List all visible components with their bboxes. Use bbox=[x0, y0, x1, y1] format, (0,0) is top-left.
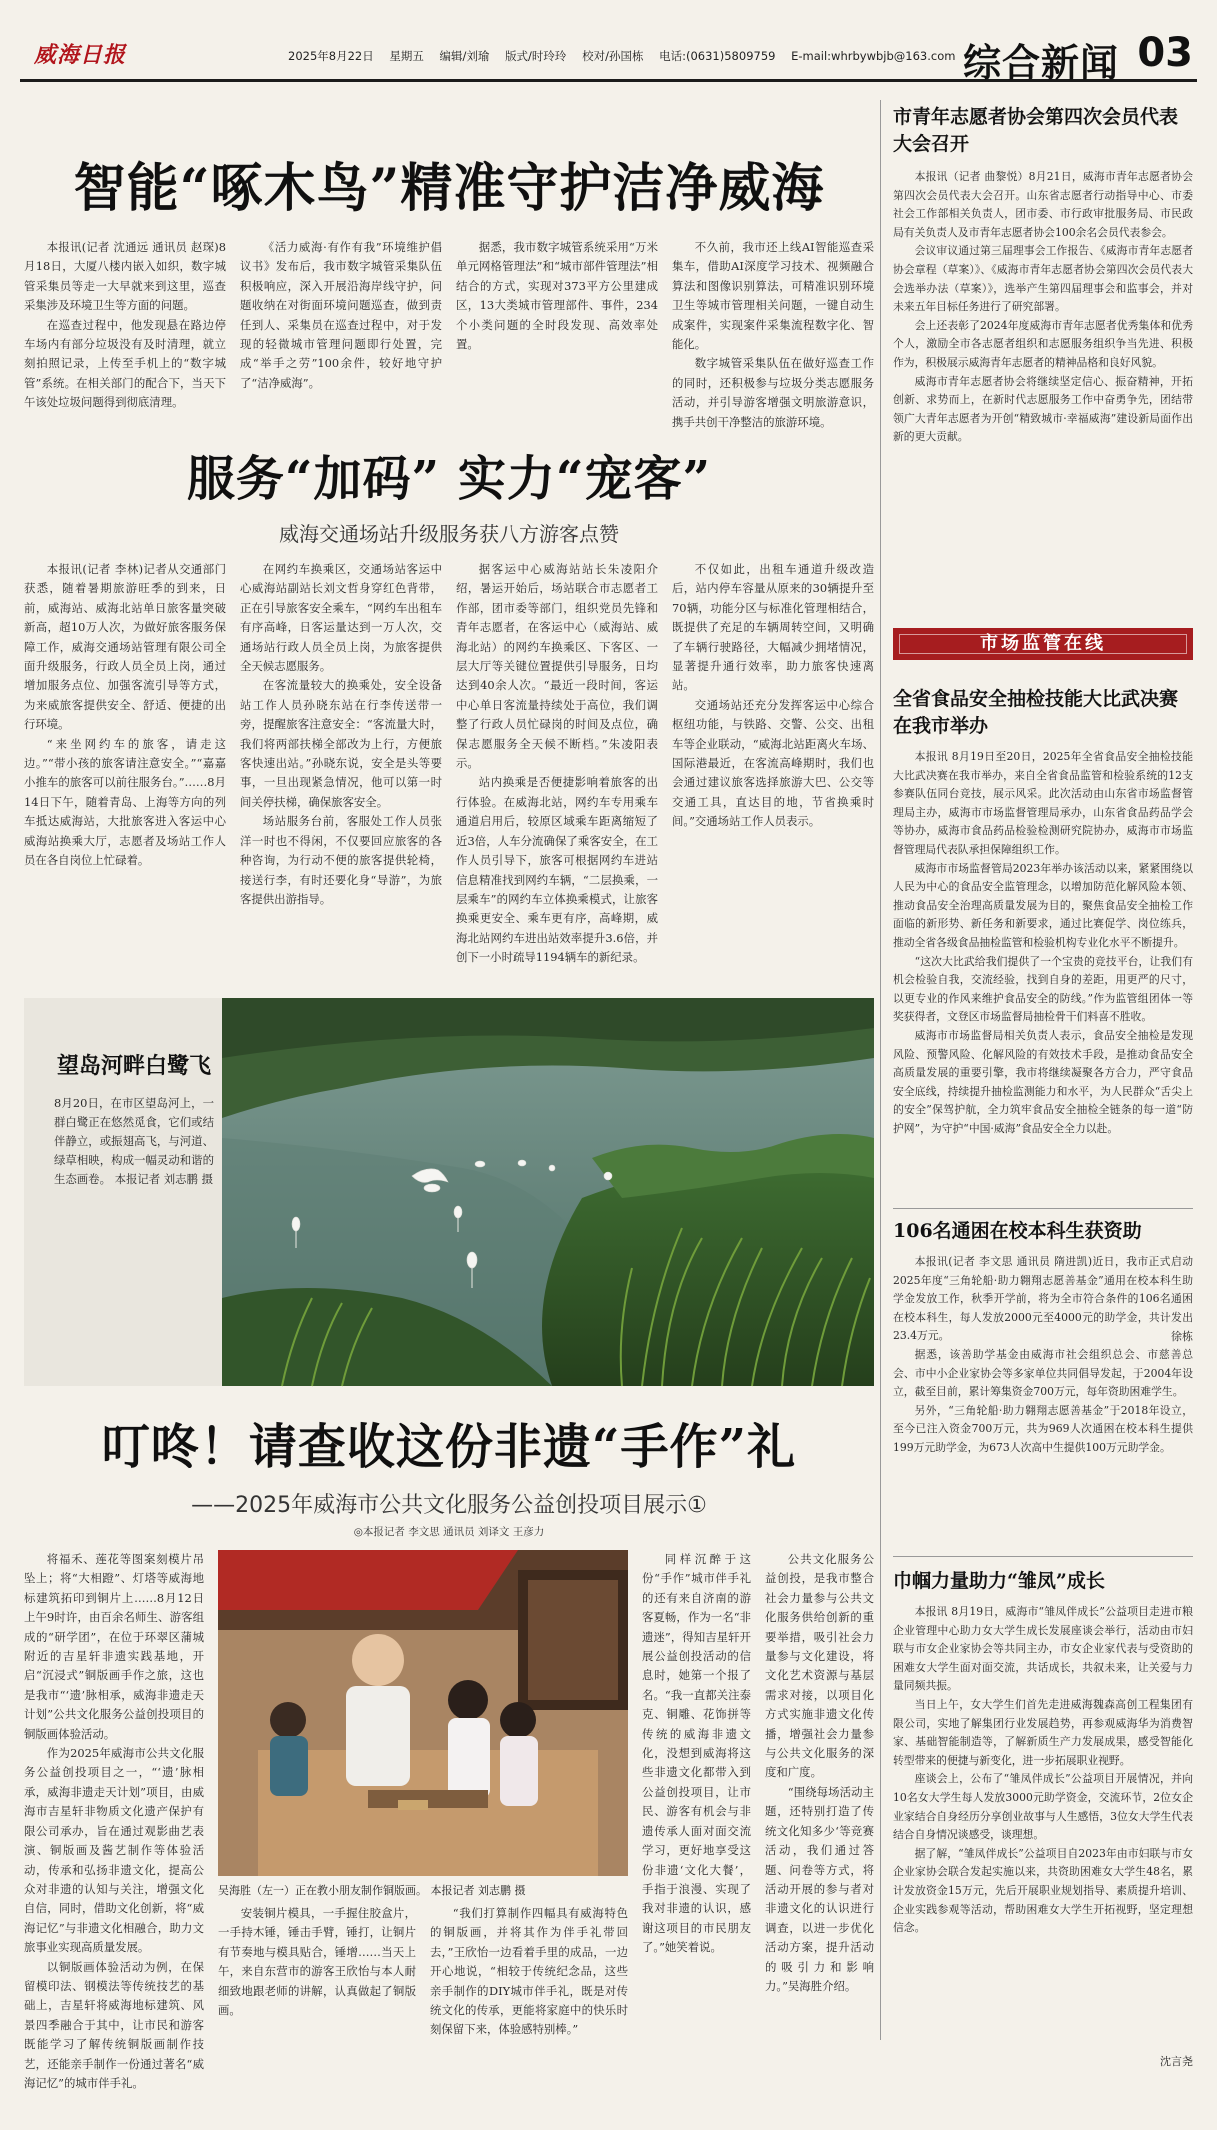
section-name: 综合新闻 bbox=[962, 41, 1119, 85]
paragraph: 本报讯 8月19日，威海市“雏凤伴成长”公益项目走进市粮企业管理中心助力女大学生成长发展座谈会举行，活动由市妇联与市女企业家协会等共同主办，市女企业家代表与受资助的困难女大学生面对面交流，共话成长，共叙未来，让关爱与力量同频共振。 bbox=[893, 1605, 1193, 1693]
paragraph: 将福禾、莲花等图案刻模片吊坠上；将“大相蹬”、灯塔等威海地标建筑拓印到铜片上……8月12日上午9时许，由百余名师生、游客组成的“研学团”，在位于环翠区蒲城附近的吉星轩非遗实践基地，开启“沉浸式”铜版画手作之旅，这也是我市“‘遗’脉相承，威海非遗走天计划”公共文化服务公益创投项目的铜版画体验活动。 bbox=[24, 1552, 204, 1741]
market-supervision-banner: 市场监管在线 bbox=[893, 628, 1193, 660]
paragraph: “围绕每场活动主题，还特别打造了传统文化知多少‘等竞赛活动，我们通过答题、问卷等方式，将活动开展的参与者对非遗文化的认识进行调查，以进一步优化活动方案，提升活动的吸引力和影响力。”吴海胜介绍。 bbox=[765, 1784, 874, 1993]
paragraph: 据悉，该善助学基金由威海市社会组织总会、市慈善总会、市中小企业家协会等多家单位共同倡导发起，于2004年设立，截至目前，累计筹集资金700万元，每年资助困难学生。 bbox=[893, 1347, 1193, 1399]
article3-photo-column bbox=[218, 1550, 628, 2130]
email: E-mail:whrbywbjb@163.com bbox=[791, 49, 956, 63]
r2-title: 全省食品安全抽检技能大比武决赛在我市举办 bbox=[893, 688, 1179, 737]
newspaper-logo: 威海日报 bbox=[34, 42, 127, 68]
r3-body bbox=[893, 1253, 1193, 1563]
r4-author: 沈言尧 bbox=[1160, 2055, 1193, 2068]
photo1-caption bbox=[54, 1094, 214, 1189]
article3-photo-text bbox=[218, 1904, 628, 2130]
r2-author: 徐栋 bbox=[1171, 1330, 1193, 1343]
paragraph: 据了解，“雏凤伴成长”公益项目自2023年由市妇联与市女企业家协会联合发起实施以来，共资助困难女大学生48名，累计发放资金15万元，先后开展职业规划指导、素质提升培训、企业实践参观等活动，帮助困难女大学生开拓视野，坚定理想信念。 bbox=[893, 1846, 1193, 1935]
paragraph: 在网约车换乘区，交通场站客运中心威海站副站长刘文哲身穿红色背带，正在引导旅客安全乘车，“网约车出租车有序高峰，日客运量达到一万人次，交通场站行政人员全员上岗，为旅客提供全天候志愿服务。 bbox=[240, 562, 442, 674]
paragraph: 安装铜片模具，一手握住胶盒片，一手持木锤，锤击手臂，锤打，让铜片有节奏地与模具贴合，锤增……当天上午，来自东营市的游客王欣怡与本人耐细致地跟老师的讲解，认真做起了铜版画。 bbox=[218, 1906, 416, 2018]
egret-river-photo bbox=[222, 998, 874, 1386]
photo1-title: 望岛河畔白鹭飞 bbox=[56, 1053, 211, 1079]
article1-col bbox=[456, 238, 658, 432]
paragraph: 数字城管采集队伍在做好巡查工作的同时，还积极参与垃圾分类志愿服务活动，并引导游客增强文明旅游意识，携手共创干净整洁的旅游环境。 bbox=[672, 356, 874, 429]
paragraph: 不仅如此，出租车通道升级改造后，站内停车容量从原来的30辆提升至70辆，功能分区与标准化管理相结合，既提供了充足的车辆周转空间，又明确了车辆行驶路径，大幅减少拥堵情况，显著提升通行效率，助力旅客快速离站。 bbox=[672, 562, 874, 693]
proofreader: 校对/孙国栋 bbox=[582, 49, 644, 63]
paragraph: 本报讯(记者 李文思 通讯员 隋进凯)近日，我市正式启动2025年度“三角轮船·助力翱翔志愿善基金”通用在校本科生助学金发放工作，秋季开学前，将为全市符合条件的106名通困在校本科生，每人发放2000元至4000元的助学金，共计发出23.4万元。 bbox=[893, 1255, 1193, 1343]
paragraph: 威海市青年志愿者协会将继续坚定信心、振奋精神，开拓创新、求势而上，在新时代志愿服务工作中奋勇争先，团结带领广大青年志愿者为开创“精致城市·幸福威海”建设新局面作出新的更大贡献。 bbox=[893, 374, 1193, 444]
r4-title: 巾帼力量助力“雏凤”成长 bbox=[893, 1570, 1105, 1592]
paragraph: 本报讯(记者 李林)记者从交通部门获悉，随着暑期旅游旺季的到来，日前，威海站、威海北站单日旅客量突破新高，超10万人次，为做好旅客服务保障工作，威海交通场站管理有限公司全面升级服务，行政人员全员上岗，通过增加服务点位、加强客流引导等方式，为来威旅客提供安全、舒适、便捷的出行环境。 bbox=[24, 562, 226, 732]
issue-date: 2025年8月22日 bbox=[288, 49, 374, 63]
layout-editor: 版式/时玲玲 bbox=[505, 49, 567, 63]
paragraph: “我们打算制作四幅具有威海特色的铜版画，并将其作为伴手礼带回去，”王欣怡一边看着手里的成品，一边开心地说，“相较于传统纪念品，这些亲手制作的DIY城市伴手礼，既是对传统文化的传承，更能将家庭中的快乐时刻保留下来，体验感特别棒。” bbox=[430, 1906, 628, 2037]
article3-photo-caption: 吴海胜（左一）正在教小朋友制作铜版画。 本报记者 刘志鹏 摄 bbox=[218, 1884, 526, 1897]
article3-title: 叮咚！请查收这份非遗“手作”礼 bbox=[101, 1419, 797, 1475]
photo1-caption-block bbox=[54, 1050, 214, 1189]
phone: 电话:(0631)5809759 bbox=[659, 49, 776, 63]
article1-col bbox=[240, 238, 442, 432]
photo1-caption-text: 8月20日，在市区望岛河上，一群白鹭正在悠然觅食，它们或结伴静立，或振翅高飞，与河道、绿草相映，构成一幅灵动和谐的生态画卷。 bbox=[54, 1096, 214, 1186]
separator bbox=[893, 1208, 1193, 1209]
paragraph: 作为2025年威海市公共文化服务公益创投项目之一，“‘遗’脉相承，威海非遗走天计划”项目，由威海市吉星轩非物质文化遗产保护有限公司承办，旨在通过观影曲艺表演、铜版画及酱艺制作等体验活动，传承和弘扬非遗文化，提高公众对非遗的认知与关注，增强文化自信，同时，借助文化创新，将“威海记忆”与非遗文化相融合，助力文旅事业实现高质量发展。 bbox=[24, 1746, 204, 1955]
article2-subtitle: 威海交通场站升级服务获八方游客点赞 bbox=[279, 522, 619, 546]
paragraph: 本报讯(记者 沈通远 通讯员 赵琛)8月18日，大厦八楼内嵌入如织，数字城管采集员等走一大早就来到这里，巡查采集涉及环境卫生等方面的问题。 bbox=[24, 240, 226, 313]
editor: 编辑/刘瑜 bbox=[439, 49, 490, 63]
r1-body bbox=[893, 168, 1193, 486]
article3-col bbox=[218, 1904, 416, 2130]
article3-body bbox=[24, 1550, 874, 2130]
paragraph: 不久前，我市还上线AI智能巡查采集车，借助AI深度学习技术、视频融合算法和图像识别算法，可精准识别环境卫生等城市管理相关问题，一键自动生成案件，实现案件采集流程数字化、智能化。 bbox=[672, 240, 874, 352]
paragraph: “这次大比武给我们提供了一个宝贵的竞技平台，让我们有机会检验自我，交流经验，找到自身的差距，用更严的尺寸，以更专业的作风来维护食品安全的防线。”作为监管组团体一等奖获得者，文登区市场监督局抽检骨干们料喜不胜收。 bbox=[893, 954, 1193, 1024]
paragraph: 本报讯（记者 曲黎悦）8月21日，威海市青年志愿者协会第四次会员代表大会召开。山东省志愿者行动指导中心、市委社会工作部相关负责人，团市委、市行政审批服务局、市民政局有关负责人及市青年志愿者协会100余名会员代表参会。 bbox=[893, 170, 1193, 239]
paragraph: 据悉，我市数字城管系统采用“万米单元网格管理法”和“城市部件管理法”相结合的方式，实现对373平方公里建成区，13大类城市管理部件、事件，234个小类问题的全时段发现、高效率处置。 bbox=[456, 240, 658, 352]
paragraph: 《活力威海·有作有我”环境维护倡议书》发布后，我市数字城管采集队伍积极响应，深入开展沿海岸线守护，问题收纳在对街面环境问题巡查，做到责任到人、采集员在巡查过程中，对于发现的轻微城市管理问题即行处置，完成“举手之劳”100余件，较好地守护了“洁净威海”。 bbox=[240, 240, 442, 390]
separator bbox=[893, 1556, 1193, 1557]
r4-article bbox=[893, 1568, 1193, 2069]
article3-col bbox=[642, 1550, 751, 2130]
paragraph: 站内换乘是否便捷影响着旅客的出行体验。在威海北站，网约车专用乘车通道启用后，较原区域乘车距离缩短了近3倍，人车分流确保了乘客安全，在工作人员引导下，旅客可根据网约车进站信息精准找到网约车辆，“二层换乘，一层乘车”的网约车立体换乘模式，让旅客换乘更安全、乘车更有序，高峰期，威海北站网约车进出站效率提升3.6倍，并创下一小时疏导1194辆车的新纪录。 bbox=[456, 775, 658, 965]
article2-col bbox=[240, 560, 442, 1008]
article3-col bbox=[765, 1550, 874, 2130]
article3-col bbox=[430, 1904, 628, 2130]
r1-article bbox=[893, 104, 1193, 486]
article2-col bbox=[24, 560, 226, 1008]
paragraph: 当日上午，女大学生们首先走进威海魏森高创工程集团有限公司，实地了解集团行业发展趋势，再参观威海华为消费智家、基础智能制造等，了解新质生产力发展成果，感受智能化转型带来的便捷与新变化，进一步拓展职业视野。 bbox=[893, 1697, 1193, 1767]
page-number: 03 bbox=[1137, 30, 1193, 76]
issue-weekday: 星期五 bbox=[389, 49, 424, 63]
paragraph: 会上还表彰了2024年度威海市青年志愿者优秀集体和优秀个人，激励全市各志愿者组织和志愿服务组织争当先进、积极作为，积极展示威海青年志愿者的精神品格和良好风貌。 bbox=[893, 318, 1193, 369]
paragraph: 同样沉醉于这份“手作”城市伴手礼的还有来自济南的游客夏畅，作为一名“非遗迷”，得知吉星轩开展公益创投活动的信息时，她第一个报了名。“我一直都关注泰克、铜雕、花饰拼等传统的威海非遗文化，没想到威海将这些非遗文化都带入到公益创投项目，让市民、游客有机会与非遗传承人面对面交流学习，更好地享受这份非遗‘文化大餐’，手指于浪漫、实现了我对非遗的认识，感谢这项目的市民朋友了。”她笑着说。 bbox=[642, 1552, 751, 1955]
paragraph: 公共文化服务公益创投，是我市整合社会力量参与公共文化服务供给创新的重要举措，吸引社会力量参与文化建设，将文化艺术资源与基层需求对接，以项目化方式实施非遗文化传播，增强社会力量参与公共文化服务的深度和广度。 bbox=[765, 1552, 874, 1780]
egret-river-illustration bbox=[222, 998, 874, 1386]
paragraph: 座谈会上，公布了“雏凤伴成长”公益项目开展情况，并向10名女大学生每人发放3000元助学资金，交流环节，2位女企业家结合自身经历分享创业故事与人生感悟，3位女大学生代表结合自身情况谈感受，谈理想。 bbox=[893, 1772, 1193, 1842]
paragraph: 据客运中心威海站站长朱凌阳介绍，暑运开始后，场站联合市志愿者工作部，团市委等部门，组织党员先锋和青年志愿者，在客运中心（威海站、威海北站）的网约车换乘区、下客区、一层大厅等关键位置提供引导服务，日均达到40余人次。“最近一段时间，客运中心单日客流量持续处于高位，我们调整了行政人员忙碌岗的时间及点位，确保志愿服务全天候不断档。”朱凌阳表示。 bbox=[456, 562, 658, 771]
paragraph: 威海市市场监督局相关负责人表示，食品安全抽检是发现风险、预警风险、化解风险的有效技术手段，是推动食品安全高质量发展的重要引擎，我市将继续凝聚各方合力，严守食品安全底线，持续提升抽检监测能力和水平，为人民群众“舌尖上的安全”保驾护航，全力筑牢食品安全抽检全链条的每一道“防护网”，为守护“中国·威海”食品安全全力以赴。 bbox=[893, 1028, 1193, 1135]
copper-art-workshop-photo bbox=[218, 1550, 628, 1876]
article3-right-columns bbox=[642, 1550, 874, 2130]
r4-body bbox=[893, 1603, 1193, 2053]
r3-title: 106名通困在校本科生获资助 bbox=[893, 1220, 1142, 1242]
paragraph: 本报讯 8月19日至20日，2025年全省食品安全抽检技能大比武决赛在我市举办，来自全省食品监管和检验系统的12支参赛队伍同台竞技，展示风采。此次活动由山东省市场监督管理局主办，威海市市场监督管理局承办，山东省食品药品学会等协办，威海市食品药品检验检测研究院协办，威海市市场监督管理局代表队承担保障组织工作。 bbox=[893, 750, 1193, 856]
masthead-meta bbox=[288, 48, 967, 64]
paragraph: 威海市市场监督管局2023年举办该活动以来，紧紧围绕以人民为中心的食品安全监管理念，以增加防范化解风险本领、推动食品安全治理高质量发展为目的，聚焦食品安全抽检工作面临的新形势、新任务和新要求，通过比赛促学、岗位练兵，推动全省各级食品抽检监管和检验机构专业化水平不断提升。 bbox=[893, 861, 1193, 949]
paragraph: 在巡查过程中，他发现悬在路边停车场内有部分垃圾没有及时清理，就立刻拍照记录，上传至手机上的“数字城管”系统。在相关部门的配合下，当天下午该处垃圾问题得到彻底清理。 bbox=[24, 317, 226, 410]
article2-col bbox=[456, 560, 658, 1008]
r3-article bbox=[893, 1218, 1193, 1563]
article3-subtitle: ——2025年威海市公共文化服务公益创投项目展示① bbox=[191, 1493, 707, 1518]
paragraph: 交通场站还充分发挥客运中心综合枢纽功能，与铁路、交警、公交、出租车等企业联动，“威海北站距离火车场、国际港最近，在客流高峰期时，我们也会通过建议旅客选择旅游大巴、公交等交通工具，直达目的地，节省换乘时间。”交通场站工作人员表示。 bbox=[672, 697, 874, 829]
photo1-credit: 本报记者 刘志鹏 摄 bbox=[114, 1172, 213, 1186]
column-divider bbox=[880, 100, 881, 2040]
paragraph: 另外，“三角轮船·助力翱翔志愿善基金”于2018年设立，至今已注入资金700万元，共为969人次通困在校本科生提供199万元助学金，为673人次高中生提供100万元助学金。 bbox=[893, 1403, 1193, 1454]
paragraph: 会议审议通过第三届理事会工作报告、《威海市青年志愿者协会章程（草案）》、《威海市青年志愿者协会第四次会员代表大会选举办法（草案）》，选举产生第四届理事会和监事会，并对未来五年目标任务进行了研究部署。 bbox=[893, 244, 1193, 314]
paragraph: 在客流量较大的换乘处，安全设备站工作人员孙晓东站在行李传送带一旁，提醒旅客注意安全：“客流量大时，我们将两部扶梯全部改为上行，方便旅客快速出站。”孙晓东说，安全是头等要事，一旦出现紧急情况，他可以第一时间关停扶梯，确保旅客安全。 bbox=[240, 678, 442, 809]
paragraph: 场站服务台前，客服处工作人员张洋一时也不得闲，不仅要回应旅客的各种咨询，为行动不便的旅客提供轮椅，接送行李，有时还要化身“导游”，为旅客提供出游指导。 bbox=[240, 814, 442, 906]
masthead bbox=[20, 22, 1197, 85]
workshop-illustration bbox=[218, 1550, 628, 1876]
article1-body bbox=[24, 238, 874, 429]
article2-col bbox=[672, 560, 874, 1008]
article2-title: 服务“加码” 实力“宠客” bbox=[186, 451, 712, 507]
paragraph: “来坐网约车的旅客，请走这边。”“带小孩的旅客请注意安全。”“嘉嘉小推车的旅客可以前往服务台。”……8月14日下午，随着青岛、上海等方向的列车抵达威海站，大批旅客进入客运中心威海站换乘大厅，志愿者及场站工作人员在各自岗位上忙碌着。 bbox=[24, 736, 226, 868]
article3-byline: ◎本报记者 李文思 通讯员 刘译文 王彦力 bbox=[353, 1526, 545, 1538]
article2-body bbox=[24, 560, 874, 1008]
article1-title: 智能“啄木鸟”精准守护洁净威海 bbox=[73, 158, 825, 219]
r1-title: 市青年志愿者协会第四次会员代表大会召开 bbox=[893, 106, 1179, 155]
article1-col bbox=[24, 238, 226, 432]
article3-col bbox=[24, 1550, 204, 2130]
article1-col bbox=[672, 238, 874, 432]
paragraph: 以铜版画体验活动为例，在保留模印法、钢模法等传统技艺的基础上，吉星轩将威海地标建筑、风景四季融合于其中，让市民和游客既能学习了解传统铜版画制作技艺，还能亲手制作一份通过著名“威海记忆”的城市伴手礼。 bbox=[24, 1959, 204, 2090]
